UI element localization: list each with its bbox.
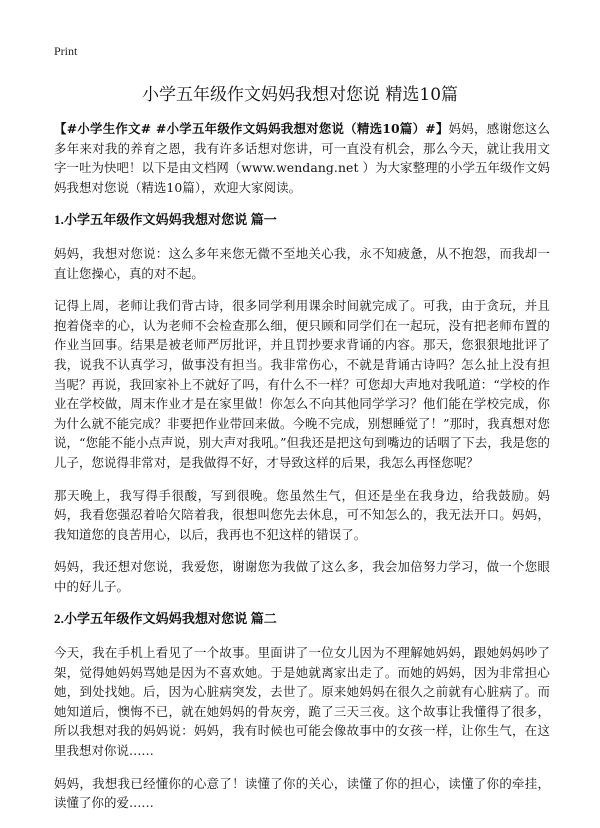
section-2-paragraph-1: 今天，我在手机上看见了一个故事。里面讲了一位女儿因为不理解她妈妈，跟她妈妈吵了架，觉得她妈妈骂她是因为不喜欢她。于是她就离家出走了。而她的妈妈，因为非常担心她，到处找她。后，因为心脏病突发，去世了。原来她妈妈在很久之前就有心脏病了。而她知道后，懊悔不已，就在她妈妈的骨灰旁，跪了三天三夜。这个故事让我懂得了很多，所以我想对我的妈妈说：妈妈，我有时候也可能会像故事中的女孩一样，让你生气，在这里我想对你说…… bbox=[54, 645, 550, 759]
section-heading-1: 1.小学五年级作文妈妈我想对您说 篇一 bbox=[54, 212, 277, 228]
article-body bbox=[54, 119, 550, 826]
page-title: 小学五年级作文妈妈我想对您说 精选10篇 bbox=[141, 85, 459, 105]
section-2-paragraph-2: 妈妈，我想我已经懂你的心意了！读懂了你的关心，读懂了你的担心，读懂了你的牵挂，读懂了你的爱…… bbox=[54, 775, 550, 811]
intro-text: 妈妈，感谢您这么多年来对我的养育之恩，我有许多话想对您讲，可一直没有机会，那么今天，就让我用文字一吐为快吧！以下是由文档网（www.wendang.net ）为大家整理的小学五年级作文妈妈我想对您说（精选10篇），欢迎大家阅读。 bbox=[54, 121, 550, 195]
section-1-paragraph-4: 妈妈，我还想对您说，我爱您，谢谢您为我做了这么多，我会加倍努力学习，做一个您眼中的好儿子。 bbox=[54, 559, 550, 594]
print-link[interactable]: Print bbox=[54, 44, 78, 58]
intro-tag: 【#小学生作文# #小学五年级作文妈妈我想对您说（精选10篇）#】 bbox=[54, 121, 449, 136]
intro-paragraph bbox=[54, 119, 550, 197]
section-1-paragraph-1: 妈妈，我想对您说：这么多年来您无微不至地关心我，永不知疲惫，从不抱怨，而我却一直让您操心，真的对不起。 bbox=[54, 245, 550, 281]
section-heading-2: 2.小学五年级作文妈妈我想对您说 篇二 bbox=[54, 611, 277, 627]
section-1-paragraph-2: 记得上周，老师让我们背古诗，很多同学利用课余时间就完成了。可我，由于贪玩，并且抱着侥幸的心，认为老师不会检查那么细，便只顾和同学们在一起玩，没有把老师布置的作业当回事。结果是被老师严厉批评，并且罚抄要求背诵的内容。那天，您狠狠地批评了我，说我不认真学习，做事没有担当。我非常伤心，不就是背诵古诗吗？怎么扯上没有担当呢？再说，我回家补上不就好了吗，有什么不一样？可您却大声地对我吼道：“学校的作业在学校做，周末作业才是在家里做！你怎么不向其他同学学习？他们能在学校完成，你为什么就不能完成？非要把作业带回来做。今晚不完成，别想睡觉了！”那时，我真想对您说，“您能不能小点声说，别大声对我吼。”但我还是把这句到嘴边的话咽了下去，我是您的儿子，您说得非常对，是我做得不好，才导致这样的后果，我怎么再怪您呢？ bbox=[54, 298, 550, 470]
section-1-paragraph-3: 那天晚上，我写得手很酸，写到很晚。您虽然生气，但还是坐在我身边，给我鼓励。妈妈，我看您强忍着哈欠陪着我，很想叫您先去休息，可不知怎么的，我无法开口。妈妈，我知道您的良苦用心，以后，我再也不犯这样的错误了。 bbox=[54, 487, 550, 542]
